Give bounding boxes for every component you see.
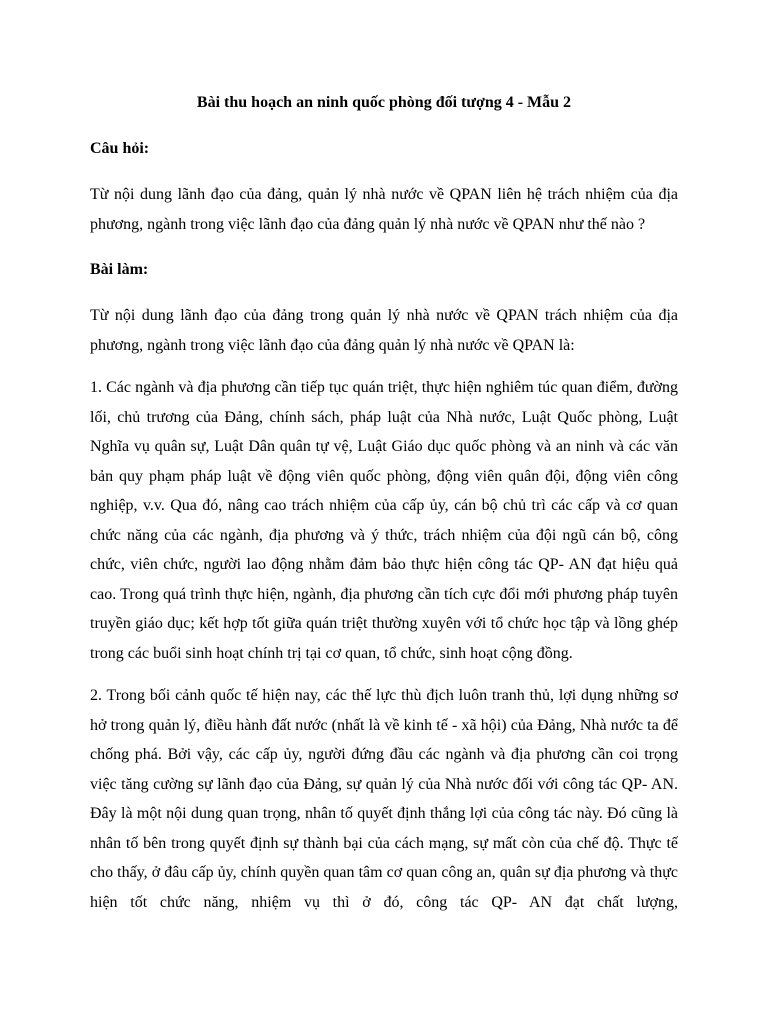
answer-item-2: 2. Trong bối cảnh quốc tế hiện nay, các thế lực thù địch luôn tranh thủ, lợi dụng những sơ hở trong quản lý, điều hành đất nước (nhất là về kinh tế - xã hội) của Đảng, Nhà nước ta để chống phá. Bởi vậy, các cấp ủy, người đứng đầu các ngành và địa phương cần coi trọng việc tăng cường sự lãnh đạo của Đảng, sự quản lý của Nhà nước đối với công tác QP- AN. Đây là một nội dung quan trọng, nhân tố quyết định thắng lợi của công tác này. Đó cũng là nhân tố bên trong quyết định sự thành bại của cách mạng, sự mất còn của chế độ. Thực tế cho thấy, ở đâu cấp ủy, chính quyền quan tâm cơ quan công an, quân sự địa phương và thực hiện tốt chức năng, nhiệm vụ thì ở đó, công tác QP- AN đạt chất lượng, [90, 687, 678, 911]
question-heading: Câu hỏi: [90, 140, 150, 157]
answer-item-1: 1. Các ngành và địa phương cần tiếp tục quán triệt, thực hiện nghiêm túc quan điểm, đường lối, chủ trương của Đảng, chính sách, pháp luật của Nhà nước, Luật Quốc phòng, Luật Nghĩa vụ quân sự, Luật Dân quân tự vệ, Luật Giáo dục quốc phòng và an ninh và các văn bản quy phạm pháp luật về động viên quốc phòng, động viên quân đội, động viên công nghiệp, v.v. Qua đó, nâng cao trách nhiệm của cấp ủy, cán bộ chủ trì các cấp và cơ quan chức năng của các ngành, địa phương và ý thức, trách nhiệm của đội ngũ cán bộ, công chức, viên chức, người lao động nhằm đảm bảo thực hiện công tác QP- AN đạt hiệu quả cao. Trong quá trình thực hiện, ngành, địa phương cần tích cực đổi mới phương pháp tuyên truyền giáo dục; kết hợp tốt giữa quán triệt thường xuyên với tổ chức học tập và lồng ghép trong các buổi sinh hoạt chính trị tại cơ quan, tổ chức, sinh hoạt cộng đồng. [90, 379, 678, 662]
question-paragraph: Từ nội dung lãnh đạo của đảng, quản lý nhà nước về QPAN liên hệ trách nhiệm của địa phương, ngành trong việc lãnh đạo của đảng quản lý nhà nước về QPAN như thế nào ? [90, 186, 678, 233]
answer-intro-paragraph: Từ nội dung lãnh đạo của đảng trong quản lý nhà nước về QPAN trách nhiệm của địa phương, ngành trong việc lãnh đạo của đảng quản lý nhà nước về QPAN là: [90, 307, 678, 354]
answer-heading: Bài làm: [90, 261, 149, 278]
document-title: Bài thu hoạch an ninh quốc phòng đối tượng 4 - Mẫu 2 [196, 94, 572, 111]
